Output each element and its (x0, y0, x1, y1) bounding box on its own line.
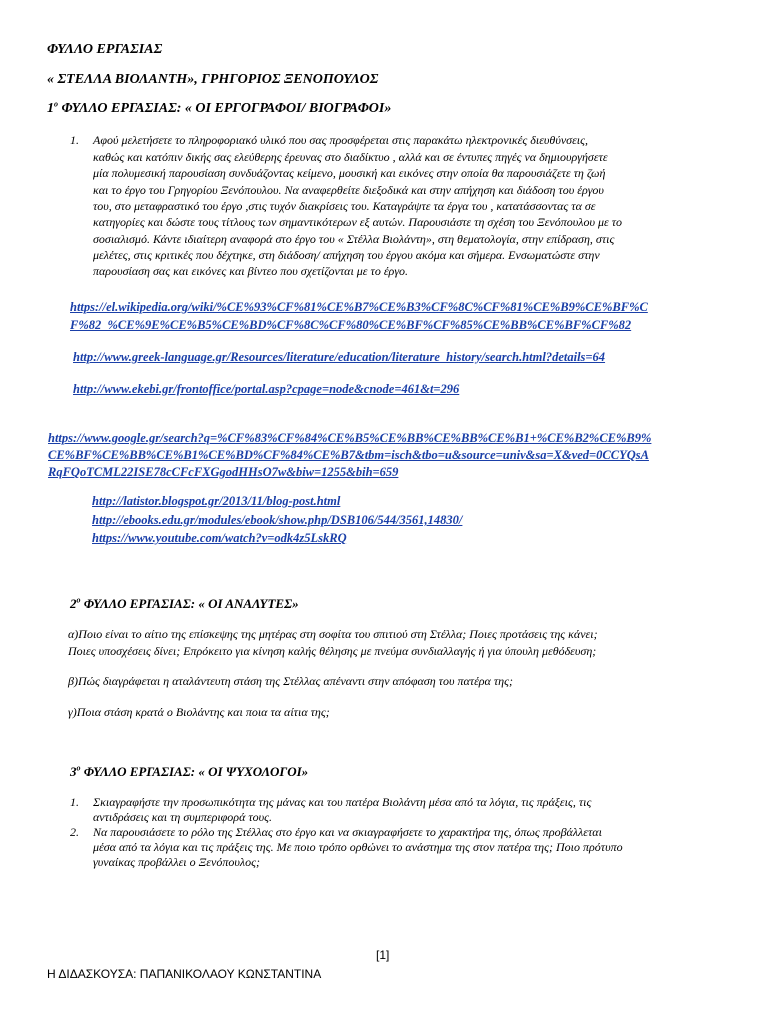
sheet1-heading (47, 101, 391, 117)
teacher-name: Η ΔΙΔΑΣΚΟΥΣΑ: ΠΑΠΑΝΙΚΟΛΑΟΥ ΚΩΝΣΤΑΝΤΙΝΑ (47, 967, 322, 981)
sheet3-title: ΦΥΛΛΟ ΕΡΓΑΣΙΑΣ: « ΟΙ ΨΥΧΟΛΟΓΟΙ» (80, 764, 309, 779)
question-c: γ)Ποια στάση κρατά ο Βιολάντης και ποια τα αίτια της; (68, 705, 330, 719)
question-b: β)Πώς διαγράφεται η αταλάντευτη στάση της Στέλλας απέναντι στην απόφαση του πατέρα της; (68, 674, 513, 688)
google-images-link-cont2[interactable]: RqFQoTCML22ISE78cCFcFXGgodHHsO7w&biw=1255&bih=659 (48, 465, 399, 479)
blog-link[interactable]: http://latistor.blogspot.gr/2013/11/blog-post.html (92, 494, 341, 508)
question-a-line: Ποιες υποσχέσεις δίνει; Επρόκειτο για κίνηση καλής θέλησης με πνεύμα συνδιαλλαγής ή για ύπουλη μεθόδευση; (68, 644, 597, 658)
worksheet-subtitle: « ΣΤΕΛΛΑ ΒΙΟΛΑΝΤΗ», ΓΡΗΓΟΡΙΟΣ ΞΕΝΟΠΟΥΛΟΣ (47, 72, 379, 87)
sheet1-text-line: Αφού μελετήσετε το πληροφοριακό υλικό που σας προσφέρεται στις παρακάτω ηλεκτρονικές διευθύνσεις, (93, 133, 589, 147)
sheet3-ordinal: ο (76, 763, 81, 773)
sheet1-text-line: και το έργο του Γρηγορίου Ξενόπουλου. Να αναφερθείτε διεξοδικά και στην απήχηση και διάδοση του έργου (93, 183, 604, 197)
sheet3-item-line: Σκιαγραφήστε την προσωπικότητα της μάνας και του πατέρα Βιολάντη μέσα από τα λόγια, τις πράξεις, τις (93, 795, 592, 809)
ekebi-link[interactable]: http://www.ekebi.gr/frontoffice/portal.asp?cpage=node&cnode=461&t=296 (73, 382, 460, 396)
sheet3-number: 3 (70, 764, 77, 779)
sheet1-title: ΦΥΛΛΟ ΕΡΓΑΣΙΑΣ: « ΟΙ ΕΡΓΟΓΡΑΦΟΙ/ ΒΙΟΓΡΑΦΟΙ» (58, 101, 392, 116)
sheet1-ordinal: ο (54, 99, 58, 109)
worksheet-title: ΦΥΛΛΟ ΕΡΓΑΣΙΑΣ (47, 42, 163, 57)
sheet3-item-line: αντιδράσεις και τη συμπεριφορά τους. (93, 810, 273, 824)
question-a-line: α)Ποιο είναι το αίτιο της επίσκεψης της μητέρας στη σοφίτα του σπιτιού στη Στέλλα; Ποιες προτάσεις της κάνει; (68, 627, 598, 641)
sheet1-text-line: καθώς και κατόπιν δικής σας ελεύθερης έρευνας στο διαδίκτυο , αλλά και σε έντυπες πηγές να δημιουργήσετε (93, 150, 608, 164)
sheet1-text-line: σοσιαλισμό. Κάντε ιδιαίτερη αναφορά στο έργο του « Στέλλα Βιολάντη», στη θεματολογία, στην επίδραση, στις (93, 232, 615, 246)
sheet3-heading (70, 764, 308, 780)
sheet1-text-line: μία πολυμεσική παρουσίαση συνδυάζοντας κείμενο, μουσική και εικόνες στην οποία θα παρουσιάζετε τη ζωή (93, 166, 606, 180)
page-number: [1] (376, 948, 390, 962)
sheet3-item-line: γυναίκας προβάλλει ο Ξενόπουλος; (93, 855, 260, 869)
sheet2-ordinal: ο (76, 595, 81, 605)
google-images-link-cont[interactable]: CE%BF%CE%BB%CE%B1%CE%BD%CF%84%CE%B7&tbm=isch&tbo=u&source=univ&sa=X&ved=0CCYQsA (48, 448, 649, 462)
sheet3-item-line: μέσα από τα λόγια και τις πράξεις της. Με ποιο τρόπο ορθώνει το ανάστημα της στον πατέρα της; Ποιο πρότυπο (93, 840, 623, 854)
wikipedia-link-cont[interactable]: F%82_%CE%9E%CE%B5%CE%BD%CF%8C%CF%80%CE%BF%CF%85%CE%BB%CE%BF%CF%82 (70, 318, 632, 332)
sheet1-item-number: 1. (70, 133, 79, 147)
wikipedia-link[interactable]: https://el.wikipedia.org/wiki/%CE%93%CF%81%CE%B7%CE%B3%CF%8C%CF%81%CE%B9%CE%BF%C (70, 300, 648, 314)
google-images-link[interactable]: https://www.google.gr/search?q=%CF%83%CF%84%CE%B5%CE%BB%CE%BB%CE%B1+%CE%B2%CE%B9% (48, 431, 652, 445)
sheet3-item-number: 1. (70, 795, 79, 809)
sheet1-text-line: παρουσίαση σας και εικόνες και βίντεο που σχετίζονται με το έργο. (93, 264, 409, 278)
youtube-link[interactable]: https://www.youtube.com/watch?v=odk4z5LskRQ (92, 531, 347, 545)
sheet1-text-line: κατηγορίες και δώστε τους τίτλους των σημαντικότερων εξ αυτών. Παρουσιάστε τη σχέση του Ξενόπουλου με το (93, 215, 623, 229)
ebooks-link[interactable]: http://ebooks.edu.gr/modules/ebook/show.php/DSB106/544/3561,14830/ (92, 513, 463, 527)
sheet1-number: 1 (47, 101, 54, 116)
sheet1-text-line: μελέτες, στις κριτικές που δέχτηκε, στη διάδοση/ απήχηση του έργου ακόμα και σήμερα. Ενσωματώστε στην (93, 248, 600, 262)
sheet2-title: ΦΥΛΛΟ ΕΡΓΑΣΙΑΣ: « ΟΙ ΑΝΑΛΥΤΕΣ» (80, 596, 299, 611)
greek-language-link[interactable]: http://www.greek-language.gr/Resources/literature/education/literature_history/search.html?details=64 (73, 350, 606, 364)
sheet2-number: 2 (70, 596, 77, 611)
sheet2-heading (70, 596, 299, 612)
sheet3-item-number: 2. (70, 825, 79, 839)
sheet3-item-line: Να παρουσιάσετε το ρόλο της Στέλλας στο έργο και να σκιαγραφήσετε το χαρακτήρα της, όπως προβάλλεται (93, 825, 602, 839)
sheet1-text-line: του, στο μεταφραστικό του έργο ,στις τυχόν διακρίσεις του. Καταγράψτε τα έργα του , κατατάσσοντας τα σε (93, 199, 596, 213)
